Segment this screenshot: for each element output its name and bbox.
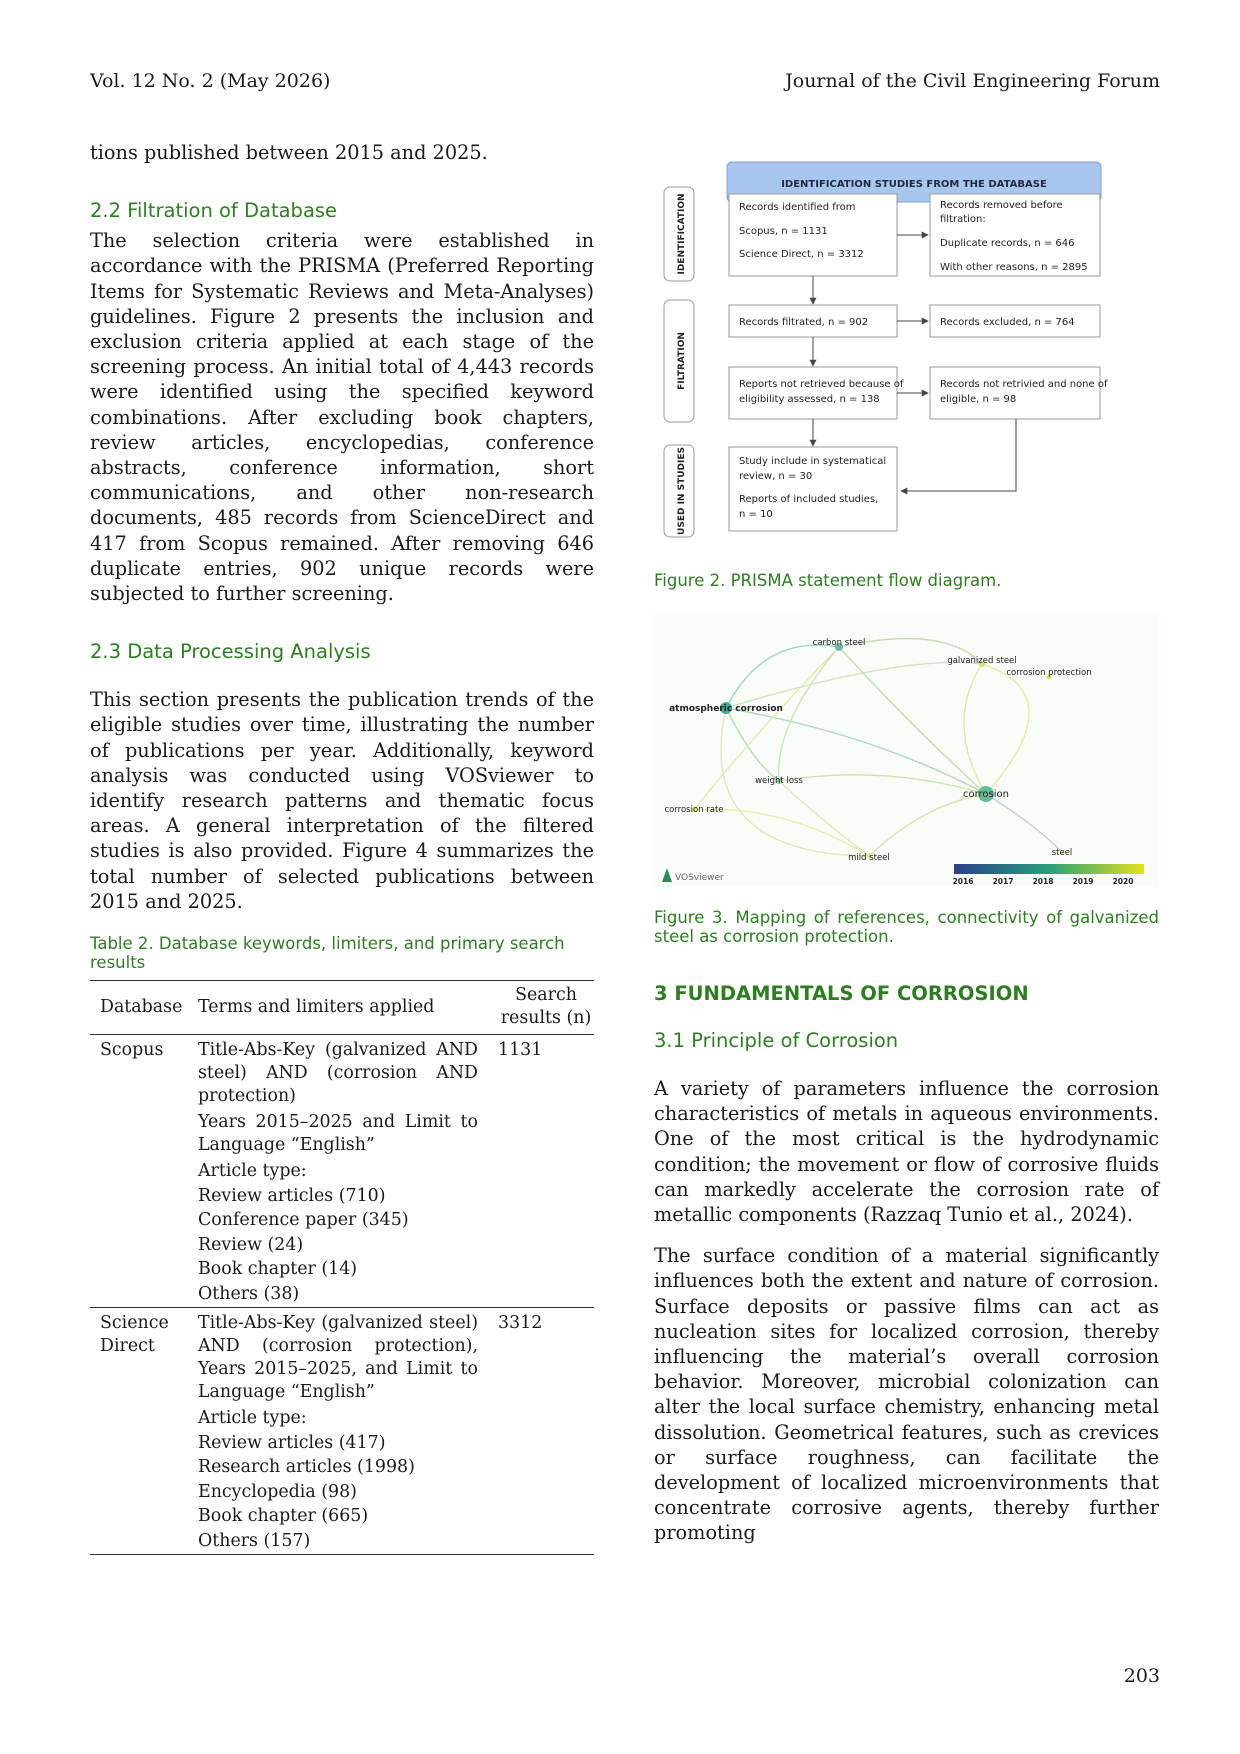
terms-line: Encyclopedia (98): [198, 1481, 357, 1502]
box-text: Records identified from: [739, 202, 856, 213]
box-text: Reports not retrieved because of: [739, 379, 904, 390]
terms-line: Conference paper (345): [198, 1210, 409, 1231]
running-header-journal: Journal of the Civil Engineering Forum: [785, 70, 1160, 92]
terms-line: Research articles (1998): [198, 1457, 415, 1478]
terms-line: Book chapter (665): [198, 1506, 369, 1527]
cell-database: Science Direct: [100, 1313, 169, 1357]
section-2-3-heading: 2.3 Data Processing Analysis: [90, 640, 371, 664]
year-legend-label: 2020: [1112, 877, 1134, 886]
box-text: Scopus, n = 1131: [739, 226, 828, 237]
box-text: With other reasons, n = 2895: [940, 262, 1088, 273]
figure-3-caption: Figure 3. Mapping of references, connectivity of galvanized steel as corrosion protection.: [654, 908, 1159, 946]
terms-line: Article type:: [198, 1408, 307, 1429]
box-text: Duplicate records, n = 646: [940, 238, 1075, 249]
table-2: [90, 980, 594, 1555]
header-database: Database: [100, 996, 183, 1017]
figure-2-caption: Figure 2. PRISMA statement flow diagram.: [654, 571, 1002, 590]
network-background: [654, 614, 1159, 886]
side-label-used-in-studies: USED IN STUDIES: [677, 447, 687, 535]
year-legend-label: 2018: [1032, 877, 1054, 886]
terms-line: Others (157): [198, 1530, 311, 1551]
table-row-sciencedirect: [90, 1308, 594, 1555]
section-3-heading: 3 FUNDAMENTALS OF CORROSION: [654, 982, 1029, 1005]
terms-main: Title-Abs-Key (galvanized steel) AND (corrosion protection), Years 2015–2025, and Limit to Language “English”: [198, 1313, 478, 1403]
terms-line: Article type:: [198, 1161, 307, 1182]
cell-terms: [198, 1035, 478, 1308]
node-label-steel: steel: [1051, 848, 1073, 858]
section-3-1-para-2: The surface condition of a material significantly influences both the extent and nature of corrosion. Surface deposits or passive films can act as nucleation sites for localized corrosion, thereby influencing the material’s overall corrosion behavior. Moreover, microbial colonization can alter the local surface chemistry, enhancing metal dissolution. Geometrical features, such as crevices or surface roughness, can facilitate the development of localized microenvironments that concentrate corrosive agents, thereby further promoting: [654, 1244, 1159, 1545]
section-3-1-heading: 3.1 Principle of Corrosion: [654, 1029, 899, 1052]
box-text: n = 10: [739, 509, 773, 520]
prisma-flow-svg: [654, 155, 1159, 615]
box-records-not-eligible: [930, 367, 1100, 419]
section-2-3-text: This section presents the publication trends of the eligible studies over time, illustrating the number of publications per year. Additionally, keyword analysis was conducted using VOSviewer to identify research patterns and thematic focus areas. A general interpretation of the filtered studies is also provided. Figure 4 summarizes the total number of selected publications between 2015 and 2025.: [90, 688, 594, 913]
cell-terms: [198, 1308, 478, 1555]
node-label-corrosion-rate: corrosion rate: [664, 805, 724, 815]
box-text: review, n = 30: [739, 471, 813, 482]
header-terms: Terms and limiters applied: [198, 996, 435, 1017]
vosviewer-network-svg: [654, 614, 1159, 886]
box-text: Records removed before: [940, 200, 1063, 211]
box-text: eligible, n = 98: [940, 394, 1017, 405]
section-3-1-para-1: A variety of parameters influence the corrosion characteristics of metals in aqueous environments. One of the most critical is the hydrodynamic condition; the movement or flow of corrosive fluids can markedly accelerate the corrosion rate of metallic components (Razzaq Tunio et al., 2024).: [654, 1077, 1159, 1227]
terms-line: Review articles (417): [198, 1432, 386, 1453]
node-label-galvanized-steel: galvanized steel: [947, 656, 1017, 666]
figure-2-prisma-diagram: [654, 155, 1159, 619]
section-2-2-heading: 2.2 Filtration of Database: [90, 199, 338, 223]
side-label-filtration: FILTRATION: [677, 332, 687, 390]
node-label-weight-loss: weight loss: [755, 776, 803, 786]
box-text: Records not retrivied and none of: [940, 379, 1108, 390]
table-row-scopus: [90, 1035, 594, 1308]
left-column: [90, 140, 594, 1555]
terms-line: Review articles (710): [198, 1185, 386, 1206]
node-label-corrosion: corrosion: [962, 789, 1010, 800]
header-results: [478, 981, 594, 1035]
figure-3-vosviewer-map: [654, 614, 1159, 890]
vosviewer-logo-text: VOSviewer: [675, 873, 724, 883]
year-legend-label: 2019: [1072, 877, 1094, 886]
right-column: [654, 155, 1159, 1546]
terms-main: Title-Abs-Key (galvanized AND steel) AND (corrosion AND protection): [198, 1040, 478, 1107]
cell-results: 1131: [498, 1040, 543, 1061]
node-label-carbon-steel: carbon steel: [812, 638, 866, 648]
box-text: Study include in systematical: [739, 456, 887, 467]
flow-arrow: [901, 419, 1016, 491]
section-2-2-text: The selection criteria were established in accordance with the PRISMA (Preferred Reporting Items for Systematic Reviews and Meta-Analyses) guidelines. Figure 2 presents the inclusion and exclusion criteria applied at each stage of the screening process. An initial total of 4,443 records were identified using the specified keyword combinations. After excluding book chapters, review articles, encyclopedias, conference abstracts, conference information, short communications, and other non-research documents, 485 records from ScienceDirect and 417 from Scopus remained. After removing 646 duplicate entries, 902 unique records were subjected to further screening.: [90, 229, 594, 606]
box-text: Science Direct, n = 3312: [739, 249, 864, 260]
terms-line: Book chapter (14): [198, 1259, 358, 1280]
box-text: filtration:: [940, 214, 986, 225]
year-legend-label: 2017: [992, 877, 1014, 886]
cell-database: Scopus: [100, 1040, 164, 1061]
box-text: Reports of included studies,: [739, 494, 879, 505]
cell-results: 3312: [498, 1313, 543, 1334]
terms-line: Years 2015–2025 and Limit to Language “English”: [198, 1112, 478, 1156]
box-text: Records filtrated, n = 902: [739, 317, 869, 328]
box-reports-not-retrieved: [729, 367, 897, 419]
year-legend-bar: [954, 864, 1144, 874]
terms-line: Review (24): [198, 1234, 304, 1255]
running-header-volume: Vol. 12 No. 2 (May 2026): [90, 70, 331, 92]
prisma-title: IDENTIFICATION STUDIES FROM THE DATABASE: [781, 179, 1047, 190]
header-results-text: Search results (n): [500, 985, 592, 1029]
box-text: Records excluded, n = 764: [940, 317, 1075, 328]
terms-line: Others (38): [198, 1283, 300, 1304]
node-label-atmospheric-corrosion: atmospheric corrosion: [669, 704, 783, 714]
intro-line: tions published between 2015 and 2025.: [90, 141, 488, 164]
table-2-caption: Table 2. Database keywords, limiters, and primary search results: [90, 934, 565, 973]
node-label-mild-steel: mild steel: [848, 853, 890, 863]
node-label-corrosion-protection: corrosion protection: [1006, 668, 1092, 678]
year-legend-label: 2016: [952, 877, 974, 886]
box-text: eligibility assessed, n = 138: [739, 394, 880, 405]
page-number: 203: [1123, 1665, 1160, 1687]
table-header-row: [90, 981, 594, 1035]
side-label-identification: IDENTIFICATION: [677, 193, 687, 275]
